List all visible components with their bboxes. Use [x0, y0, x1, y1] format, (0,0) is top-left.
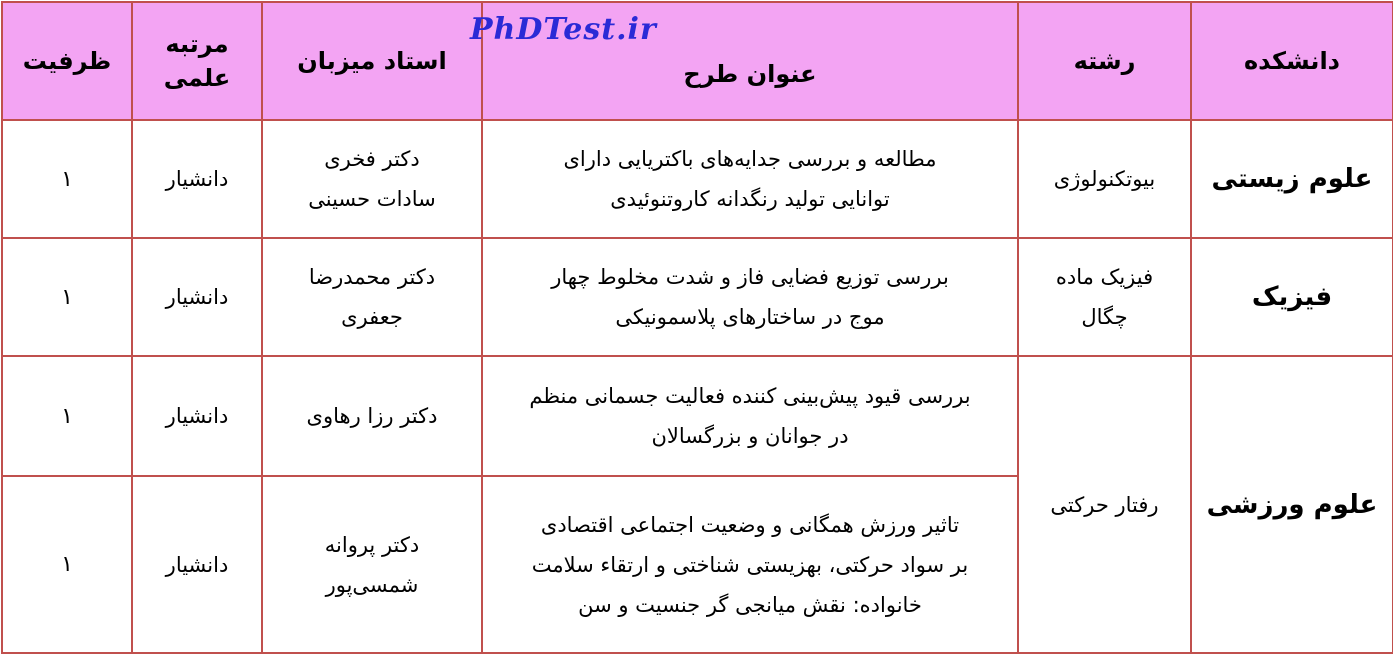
advisor-cell: دکتر فخری سادات حسینی	[262, 120, 482, 238]
header-capacity: ظرفیت	[2, 2, 132, 120]
faculty-cell: علوم ورزشی	[1191, 356, 1393, 653]
header-field: رشته	[1018, 2, 1191, 120]
watermark-logo: PhDTest.ir	[470, 12, 657, 47]
header-rank: مرتبه علمی	[132, 2, 262, 120]
field-cell: بیوتکنولوژی	[1018, 120, 1191, 238]
advisor-cell: دکتر رزا رهاوی	[262, 356, 482, 476]
field-cell: رفتار حرکتی	[1018, 356, 1191, 653]
rank-cell: دانشیار	[132, 120, 262, 238]
table-row	[2, 120, 1393, 238]
title-cell: بررسی قیود پیش‌بینی کننده فعالیت جسمانی منظم در جوانان و بزرگسالان	[482, 356, 1018, 476]
header-advisor: استاد میزبان	[262, 2, 482, 120]
title-cell: مطالعه و بررسی جدایه‌های باکتریایی دارای توانایی تولید رنگدانه کاروتنوئیدی	[482, 120, 1018, 238]
positions-table	[1, 1, 1393, 654]
header-row	[2, 2, 1393, 120]
advisor-cell: دکتر محمدرضا جعفری	[262, 238, 482, 356]
title-cell: تاثیر ورزش همگانی و وضعیت اجتماعی اقتصادی بر سواد حرکتی، بهزیستی شناختی و ارتقاء سلامت خانواده: نقش میانجی گر جنسیت و سن	[482, 476, 1018, 653]
table-row	[2, 238, 1393, 356]
header-faculty: دانشکده	[1191, 2, 1393, 120]
capacity-cell: ۱	[2, 120, 132, 238]
rank-cell: دانشیار	[132, 238, 262, 356]
capacity-cell: ۱	[2, 476, 132, 653]
field-cell: فیزیک ماده چگال	[1018, 238, 1191, 356]
rank-cell: دانشیار	[132, 476, 262, 653]
title-cell: بررسی توزیع فضایی فاز و شدت مخلوط چهار موج در ساختارهای پلاسمونیکی	[482, 238, 1018, 356]
capacity-cell: ۱	[2, 238, 132, 356]
faculty-cell: فیزیک	[1191, 238, 1393, 356]
rank-cell: دانشیار	[132, 356, 262, 476]
capacity-cell: ۱	[2, 356, 132, 476]
faculty-cell: علوم زیستی	[1191, 120, 1393, 238]
table-row	[2, 356, 1393, 476]
header-title: عنوان طرح	[482, 2, 1018, 120]
advisor-cell: دکتر پروانه شمسی‌پور	[262, 476, 482, 653]
